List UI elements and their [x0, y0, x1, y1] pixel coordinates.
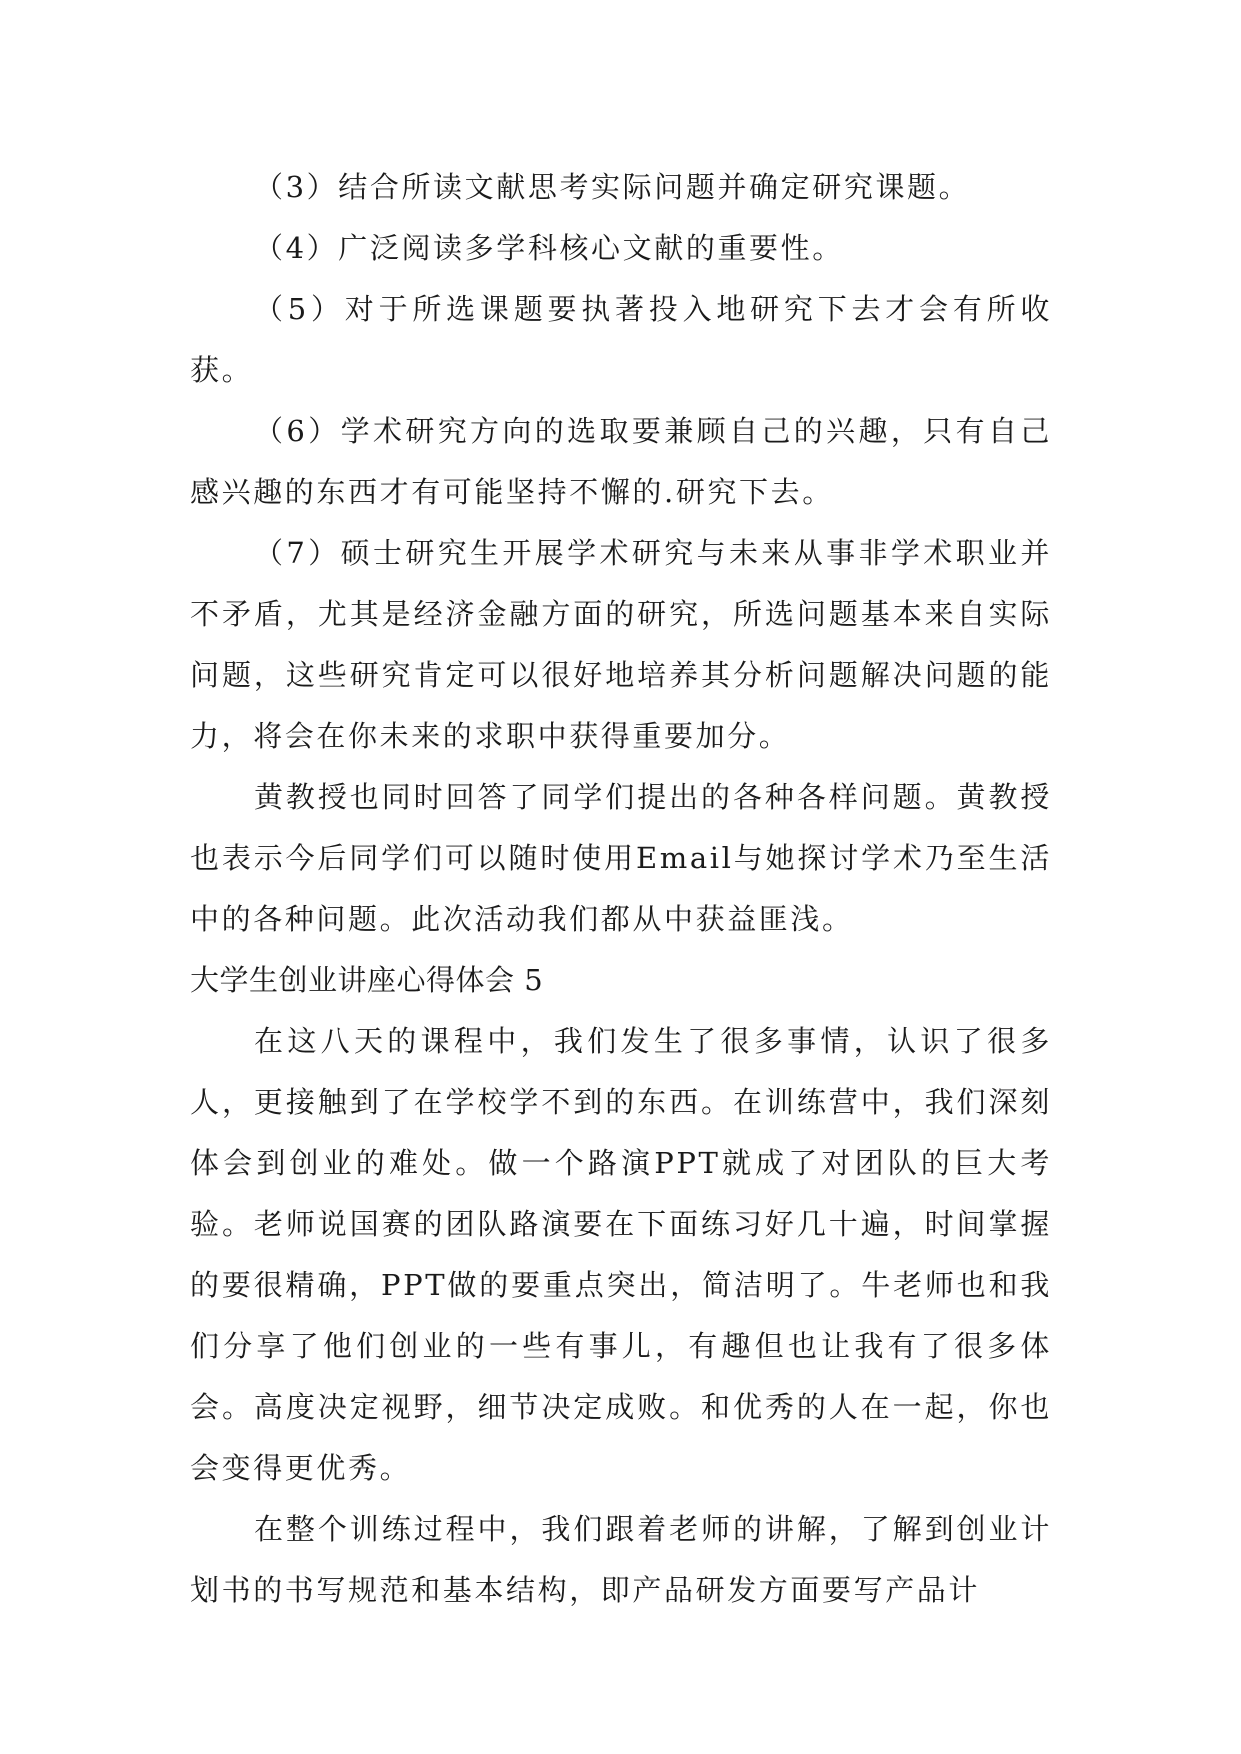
- list-item-6: （6）学术研究方向的选取要兼顾自己的兴趣，只有自己感兴趣的东西才有可能坚持不懈的.研究下去。: [190, 414, 1052, 509]
- body-paragraph: 在这八天的课程中，我们发生了很多事情，认识了很多人，更接触到了在学校学不到的东西。在训练营中，我们深刻体会到创业的难处。做一个路演PPT就成了对团队的巨大考验。老师说国赛的团队路演要在下面练习好几十遍，时间掌握的要很精确，PPT做的要重点突出，简洁明了。牛老师也和我们分享了他们创业的一些有事儿，有趣但也让我有了很多体会。高度决定视野，细节决定成败。和优秀的人在一起，你也会变得更优秀。: [190, 1024, 1052, 1485]
- list-item-5: （5）对于所选课题要执著投入地研究下去才会有所收获。: [190, 292, 1052, 387]
- section-heading: 大学生创业讲座心得体会 5: [190, 963, 544, 997]
- document-body: [190, 157, 1052, 1621]
- list-item-7: （7）硕士研究生开展学术研究与未来从事非学术职业并不矛盾，尤其是经济金融方面的研究，所选问题基本来自实际问题，这些研究肯定可以很好地培养其分析问题解决问题的能力，将会在你未来的求职中获得重要加分。: [190, 536, 1052, 753]
- list-item-3: （3）结合所读文献思考实际问题并确定研究课题。: [254, 170, 971, 204]
- list-item-4: （4）广泛阅读多学科核心文献的重要性。: [254, 231, 844, 265]
- body-paragraph: 在整个训练过程中，我们跟着老师的讲解，了解到创业计划书的书写规范和基本结构，即产品研发方面要写产品计: [190, 1512, 1052, 1607]
- body-paragraph: 黄教授也同时回答了同学们提出的各种各样问题。黄教授也表示今后同学们可以随时使用Email与她探讨学术乃至生活中的各种问题。此次活动我们都从中获益匪浅。: [190, 780, 1052, 936]
